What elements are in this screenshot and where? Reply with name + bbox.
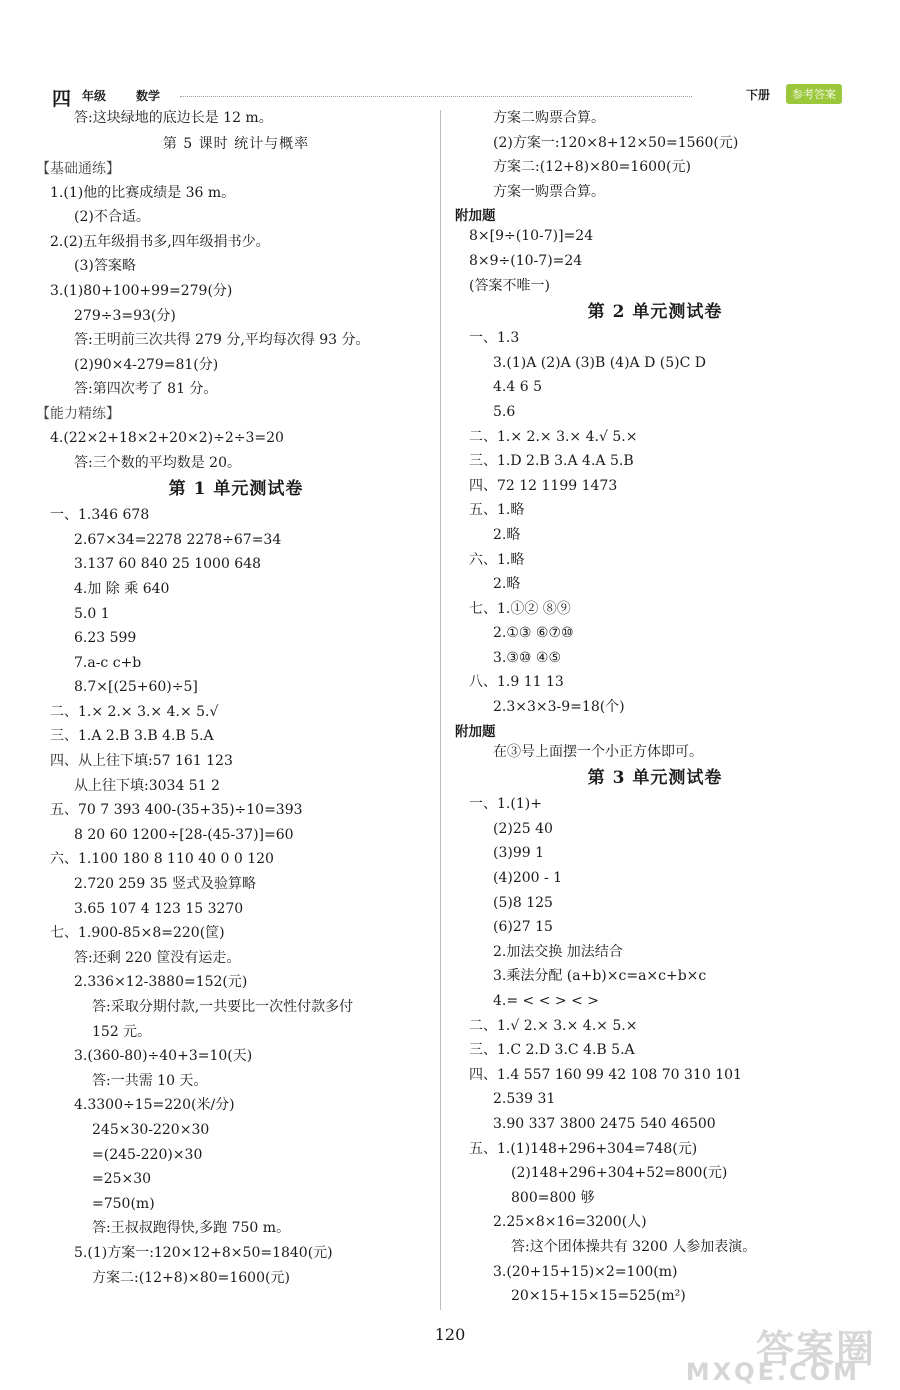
answer-line: 3.(20+15+15)×2=100(m) [493,1263,678,1280]
answer-line: 3.137 60 840 25 1000 648 [74,556,262,573]
answer-line: 三、1.C 2.D 3.C 4.B 5.A [469,1042,635,1059]
answer-line: 答:这块绿地的底边长是 12 m。 [74,110,273,126]
answer-line: (2)90×4-279=81(分) [74,356,219,373]
answer-line: =750(m) [92,1195,155,1212]
answer-line: 一、1.346 678 [50,507,150,524]
volume-label: 下册 [745,88,770,102]
answer-line: 2.25×8×16=3200(人) [493,1214,647,1231]
answer-line: 152 元。 [92,1023,152,1040]
answer-line: (答案不唯一) [469,277,550,294]
answer-line: 2.720 259 35 竖式及验算略 [74,876,256,893]
page-number: 120 [434,1325,466,1344]
subsection-label: 附加题 [455,723,496,740]
answer-line: 279÷3=93(分) [74,307,176,324]
answer-line: 2.加法交换 加法结合 [493,943,623,960]
answer-line: 3.(1)A (2)A (3)B (4)A D (5)C D [493,354,706,371]
answer-line: 3.(360-80)÷40+3=10(天) [74,1048,253,1065]
answer-line: (6)27 15 [493,919,553,936]
answer-line: 7.a-c c+b [74,654,142,671]
answer-line: 2.略 [493,576,521,593]
answer-line: 3.乘法分配 (a+b)×c=a×c+b×c [493,968,707,985]
answer-line: 2.(2)五年级捐书多,四年级捐书少。 [50,233,270,250]
section-title: 第 3 单元测试卷 [587,768,723,789]
header-rule [180,96,692,97]
left-column [36,106,436,1290]
section-title: 第 1 单元测试卷 [168,479,304,500]
answer-line: 3.(1)80+100+99=279(分) [50,282,233,299]
answer-line: 答:三个数的平均数是 20。 [74,454,241,471]
answer-line: (4)200 - 1 [493,870,563,887]
answer-line: 六、1.略 [469,551,525,568]
answer-line: 答:这个团体操共有 3200 人参加表演。 [511,1238,757,1255]
answer-line: 6.23 599 [74,630,137,647]
subject-label: 数学 [136,89,161,103]
answer-line: 三、1.D 2.B 3.A 4.A 5.B [469,453,634,470]
answer-line: 八、1.9 11 13 [469,674,564,691]
answer-line: 5.0 1 [74,605,110,622]
answer-line: (2)25 40 [493,820,553,837]
answer-line: 4.加 除 乘 640 [74,580,170,597]
answer-line: 4.= < < > < > [493,993,599,1009]
answer-line: 4.(22×2+18×2+20×2)÷2÷3=20 [50,429,284,446]
answer-line: 方案二:(12+8)×80=1600(元) [92,1269,290,1286]
answer-line: 3.65 107 4 123 15 3270 [74,900,244,917]
answer-line: 2.67×34=2278 2278÷67=34 [74,531,282,548]
subsection-label: 【基础通练】 [36,160,120,177]
subsection-label: 【能力精练】 [36,405,120,422]
answer-line: 答:一共需 10 天。 [92,1072,208,1089]
answer-line: 1.(1)他的比赛成绩是 36 m。 [50,184,236,201]
answer-line: 3.③⑩ ④⑤ [493,649,562,666]
answer-line: 2.略 [493,526,521,543]
answer-line: 20×15+15×15=525(m²) [511,1288,686,1305]
answer-line: 四、从上往下填:57 161 123 [50,753,233,770]
answer-line: 5.(1)方案一:120×12+8×50=1840(元) [74,1244,333,1261]
answer-line: 4.4 6 5 [493,379,542,396]
right-column [455,106,855,1309]
answer-line: 3.90 337 3800 2475 540 46500 [493,1115,716,1132]
answer-line: 五、70 7 393 400-(35+35)÷10=393 [50,802,303,819]
answer-line: (2)不合适。 [74,209,150,226]
answer-line: 方案二:(12+8)×80=1600(元) [493,159,691,176]
answer-line: (2)方案一:120×8+12×50=1560(元) [493,134,739,151]
grade-number: 四 [52,88,72,110]
answer-line: 从上往下填:3034 51 2 [74,777,220,794]
answer-line: 四、72 12 1199 1473 [469,477,618,494]
answer-line: =25×30 [92,1171,152,1188]
watermark-logo: 答案圈 [755,1327,876,1371]
answer-line: 8×9÷(10-7)=24 [469,252,583,269]
answer-line: 七、1.①② ⑧⑨ [469,600,571,617]
answer-line: (3)答案略 [74,258,136,275]
answer-line: 4.3300÷15=220(米/分) [74,1097,235,1114]
answer-line: 8×[9÷(10-7)]=24 [469,228,594,245]
answer-line: 三、1.A 2.B 3.B 4.B 5.A [50,728,214,745]
answer-line: (3)99 1 [493,845,545,862]
answer-line: 2.①③ ⑥⑦⑩ [493,625,574,642]
answer-line: 答:王叔叔跑得快,多跑 750 m。 [92,1220,291,1237]
answer-line: 一、1.(1)+ [469,796,542,813]
answer-line: 2.3×3×3-9=18(个) [493,699,625,716]
section-title: 第 2 单元测试卷 [587,302,723,323]
answer-line: 2.336×12-3880=152(元) [74,974,248,991]
section-title: 第 5 课时 统计与概率 [162,135,310,152]
answer-line: 方案一购票合算。 [493,183,605,200]
subsection-label: 附加题 [455,208,496,225]
answer-line: =(245-220)×30 [92,1146,203,1163]
column-divider [440,110,441,1310]
answer-line: 五、1.(1)148+296+304=748(元) [469,1140,698,1157]
answer-line: 一、1.3 [469,330,520,347]
answer-line: 在③号上面摆一个小正方体即可。 [493,743,703,760]
answer-line: 800=800 够 [511,1189,595,1206]
answer-line: 七、1.900-85×8=220(筐) [50,925,225,942]
answer-line: 2.539 31 [493,1091,556,1108]
answer-line: 答:采取分期付款,一共要比一次性付款多付 [92,999,354,1015]
answer-line: 二、1.× 2.× 3.× 4.× 5.√ [50,703,219,720]
answer-line: 8 20 60 1200÷[28-(45-37)]=60 [74,826,294,843]
answer-line: (5)8 125 [493,894,553,911]
answer-line: 方案二购票合算。 [493,110,605,126]
answer-line: 四、1.4 557 160 99 42 108 70 310 101 [469,1066,742,1083]
grade-label: 年级 [82,89,107,103]
answer-line: 答:第四次考了 81 分。 [74,381,218,398]
answer-line: 245×30-220×30 [92,1121,210,1138]
answer-line: 答:还剩 220 筐没有运走。 [74,949,241,966]
page-header [52,84,842,110]
answer-line: 答:王明前三次共得 279 分,平均每次得 93 分。 [74,332,370,349]
answer-line: 5.6 [493,403,516,420]
answer-line: 8.7×[(25+60)÷5] [74,679,198,696]
answer-line: 二、1.√ 2.× 3.× 4.× 5.× [469,1017,638,1034]
watermark-url: MXQE.COM [685,1358,860,1386]
answer-line: 六、1.100 180 8 110 40 0 0 120 [50,851,274,868]
answer-tag: 参考答案 [786,84,842,104]
answer-line: 五、1.略 [469,502,525,519]
answer-line: (2)148+296+304+52=800(元) [511,1165,728,1182]
answer-line: 二、1.× 2.× 3.× 4.√ 5.× [469,428,638,445]
